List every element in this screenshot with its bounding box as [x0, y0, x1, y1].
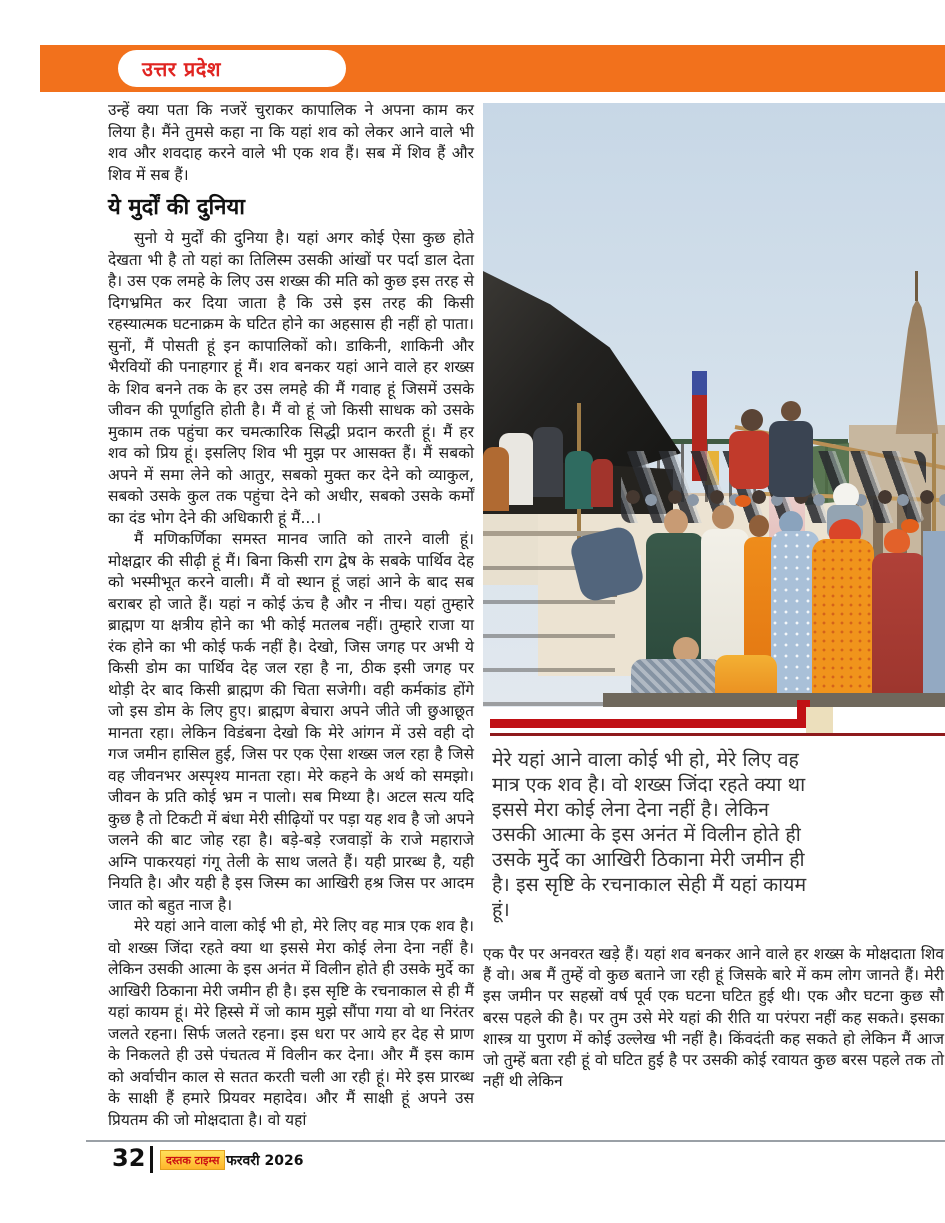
- photo-ground-strip: [603, 693, 945, 707]
- photo-spire-finial: [915, 271, 918, 301]
- article-paragraph-3: मैं मणिकर्णिका समस्त मानव जाति को तारने वाली हूं। मोक्षद्वार की सीढ़ी हूं मैं। बिना किसी राग द्वेष के सबके पार्थिव देह को भस्मीभूत करने वाली। मैं वो स्थान हूं जहां आने के बाद सब बराबर हो जाते हैं। यहां न कोई ऊंच है और न नीच। यहां तुम्हारे ब्राह्मण या क्षत्रीय होने का भी कोई मतलब नहीं। तुम्हारे राजा या रंक होने का भी कोई फर्क नहीं है। देखो, जिस जगह पर अभी ये किसी डोम का पार्थिव देह जल रहा है ना, ठीक इसी जगह पर थोड़ी देर बाद किसी ब्राह्मण की चिता सजेगी। वही कर्मकांड होंगे जो इस डोम के लिए हुए। ब्राह्मण बेचारा अपने जीते जी छुआछूत मानता रहा। लेकिन विडंबना देखो कि मेरे आंगन में उसे वही दो गज जमीन हासिल हुई, जिस पर एक ऐसा शख्स जल रहा है जिसे वह जीवनभर अस्पृश्य मानता रहा। मेरे कहने के अर्थ को समझो। जीवन के प्रति कोई भ्रम न पालो। सब मिथ्या है। अटल सत्य यदि कुछ है तो टिकटी में बंधा मेरी सीढ़ियों पर पड़ा यह शव है जो अपने जलने की बाट जोह रहा है। बड़े-बड़े रजवाड़ों के राजे महाराजे अग्नि पाकरयहां गंगू तेली के साथ जलते हैं। यही प्रारब्ध है, यही नियति है। और यही है इस जिस्म का आखिरी हश्र जिस पर आदम जात को बहुत नाज है।: [108, 530, 474, 914]
- page-number: 32: [112, 1144, 146, 1172]
- magazine-logo-text: दस्तक टाइम्स: [166, 1153, 220, 1167]
- photo-figure-brown: [483, 447, 509, 511]
- photo-orange-saree-woman: [812, 539, 874, 707]
- photo-orange-cap-1: [735, 495, 751, 507]
- left-column: [108, 100, 474, 1131]
- issue-date: फरवरी 2026: [226, 1153, 304, 1169]
- footer-rule: [86, 1140, 945, 1142]
- photo-saffron-man-head: [749, 515, 769, 537]
- photo-figure-teal: [565, 451, 593, 509]
- section-banner: [40, 45, 945, 92]
- photo-green-man-head: [664, 509, 688, 535]
- article-photo: [483, 103, 945, 707]
- photo-red-shirt-man: [729, 431, 771, 489]
- photo-red-shirt-head: [741, 409, 763, 431]
- section-label: उत्तर प्रदेश: [142, 57, 222, 81]
- magazine-logo: [160, 1150, 225, 1170]
- right-column: [483, 944, 944, 1092]
- photo-figure-red-small: [591, 459, 613, 507]
- photo-orange-cap-3: [901, 519, 919, 533]
- article-heading: ये मुर्दों की दुनिया: [108, 195, 245, 220]
- quote-accent-square: [806, 707, 833, 736]
- pull-quote: मेरे यहां आने वाला कोई भी हो, मेरे लिए वह मात्र एक शव है। वो शख्स जिंदा रहते क्या था इससे मेरा कोई लेना देना नहीं है। लेकिन उसकी आत्मा के इस अनंत में विलीन होते ही उसके मुर्दे का आखिरी ठिकाना मेरी जमीन ही है। इस सृष्टि के रचनाकाल सेही मैं यहां कायम हूं।: [492, 748, 807, 921]
- photo-right-blue-figure: [923, 531, 945, 707]
- article-paragraph-5: एक पैर पर अनवरत खड़े हैं। यहां शव बनकर आने वाले हर शख्स के मोक्षदाता शिव हैं वो। अब मैं तुम्हें वो कुछ बताने जा रही हूं जिसके बारे में कम लोग जानते हैं। मेरी इस जमीन पर सहस्रों वर्ष पूर्व एक घटना घटित हुई थी। एक और घटना कुछ सौ बरस पहले की है। पर तुम उसे मेरे यहां की रीति या परंपरा नहीं कह सकते। इसका शास्त्र या पुराण में कोई उल्लेख भी नहीं है। किंवदंती कह सकते हो लेकिन मैं आज जो तुम्हें बता रही हूं वो घटित हुई है पर उसकी कोई रवायत कुछ बरस पहले तक तो नहीं थी लेकिन: [483, 945, 944, 1091]
- article-paragraph-1: उन्हें क्या पता कि नजरें चुराकर कापालिक ने अपना काम कर लिया है। मैंने तुमसे कहा ना कि यहां शव को लेकर आने वाले भी शव और शवदाह करने वाले भी एक शव हैं। सब में शिव हैं और शिव में सब हैं।: [108, 101, 474, 184]
- photo-figure-dark: [533, 427, 563, 497]
- quote-rule-thin: [490, 733, 945, 736]
- photo-flag-blue: [692, 371, 707, 397]
- quote-rule-thick: [490, 719, 802, 728]
- footer-divider: [150, 1146, 153, 1173]
- article-paragraph-4: मेरे यहां आने वाला कोई भी हो, मेरे लिए वह मात्र एक शव है। वो शख्स जिंदा रहते क्या था इससे मेरा कोई लेना देना नहीं है। लेकिन उसकी आत्मा के इस अनंत में विलीन होते ही उसके मुर्दे का आखिरी ठिकाना मेरी जमीन ही है। इस सृष्टि के रचनाकाल से ही मैं यहां कायम हूं। मेरे हिस्से में जो काम मुझे सौंपा गया वो था निरंतर जलते रहना। सिर्फ जलते रहना। इस धरा पर आये हर देह से प्राण के निकलते ही उसे पंचतत्व में विलीन कर देना। और मैं इस काम को अर्वाचीन काल से सतत करती चली आ रही हूं। मेरे इस प्रारब्ध के साक्षी हैं हमारे प्रियवर महादेव। और मैं साक्षी हूं अपने उस प्रियतम की जो मोक्षदाता है। वो यहां: [108, 917, 474, 1129]
- photo-white-man-head: [712, 505, 734, 529]
- section-label-pill: [118, 50, 346, 87]
- article-paragraph-2: सुनो ये मुर्दों की दुनिया है। यहां अगर कोई ऐसा कुछ होते देखता भी है तो यहां का तिलिस्म उसकी आंखों पर पर्दा डाल देता है। उस एक लमहे के लिए उस शख्स की मति को कुछ इस तरह से दिगभ्रमित कर दिया जाता है कि उसे इस तरह की किसी रहस्यात्मक घटनाक्रम के घटित होने का अहसास ही नहीं हो पाता। सुनों, मैं पोसती हूं इन कापालिकों को। डाकिनी, शाकिनी और भैरवियों की पनाहगार हूं मैं। शव बनकर यहां आने वाले हर शख्स के शिव बनने तक के हर उस लमहे की मैं गवाह हूं जिसमें उसके जीवन की पूर्णाहुति होती है। मैं वो हूं जो किसी साधक को उसके मुकाम तक पहुंचा कर चमत्कारिक सिद्धी प्रदान करती हूं। मैं हर शव को प्रिय हूं। इसलिए शिव भी मुझ पर आसक्त हैं। मैं सबको अपने में समा लेने को आतुर, सबको मुक्त कर देने को व्याकुल, सबको उसके कुल तक पहुंचा देने को अधीर, सबको उसके कर्मों का दंड भोग देने की अधिकारी हूं मैं...।: [108, 229, 474, 527]
- photo-red-jacket-person: [872, 553, 926, 707]
- photo-denim-man: [769, 421, 813, 497]
- photo-denim-head: [781, 401, 801, 421]
